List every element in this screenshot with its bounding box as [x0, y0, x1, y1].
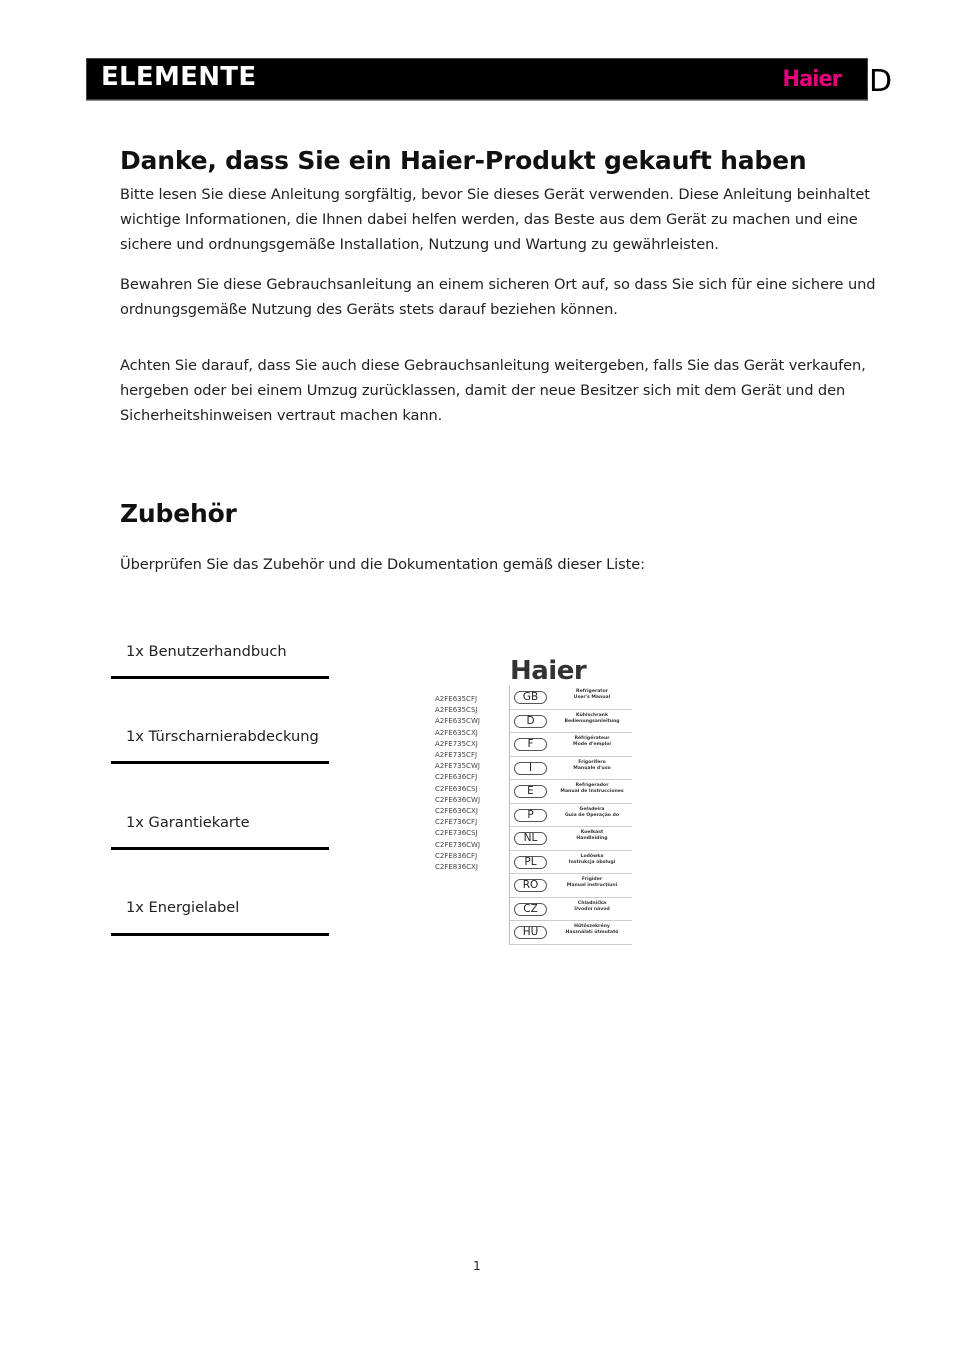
model-number: A2FE735CWJ	[435, 762, 480, 771]
divider	[111, 933, 329, 936]
language-table	[509, 686, 632, 945]
manual-cover-image	[432, 656, 642, 951]
paragraph-line: ordnungsgemäße Nutzung des Geräts stets darauf beziehen können.	[120, 301, 618, 318]
model-number: C2FE836CFJ	[435, 851, 478, 860]
divider	[111, 761, 329, 764]
language-row	[510, 686, 632, 710]
model-number: A2FE635CFJ	[435, 695, 478, 703]
language-description	[552, 830, 632, 842]
desc-line: Réfrigérateur	[574, 736, 610, 741]
desc-line: Guia de Operação do	[564, 812, 619, 818]
desc-line: Manual instrucțiuni	[566, 883, 618, 888]
paragraph-line: Sicherheitshinweisen vertraut machen kann.	[120, 407, 443, 424]
model-number: A2FE735CFJ	[435, 751, 478, 760]
desc-line: Hűtőszekrény	[574, 924, 610, 929]
language-row	[510, 898, 632, 922]
language-row	[510, 851, 632, 875]
language-description	[552, 877, 632, 889]
language-marker: D	[869, 64, 893, 99]
model-number: A2FE635CWJ	[435, 717, 480, 726]
language-code-badge: P	[514, 809, 547, 822]
language-code-badge: D	[514, 715, 547, 728]
desc-line: Refrigerator	[576, 689, 608, 694]
paragraph-line: Bewahren Sie diese Gebrauchsanleitung an einem sicheren Ort auf, so dass Sie sich für eine sichere und	[120, 276, 876, 293]
desc-line: Handleiding	[576, 836, 608, 841]
language-code-badge: E	[514, 785, 547, 798]
language-description	[552, 807, 632, 819]
desc-line: Instrukcja obsługi	[568, 859, 616, 865]
model-number: C2FE636CSJ	[435, 784, 478, 793]
language-code-badge: GB	[514, 691, 547, 704]
model-number: C2FE636CWJ	[435, 795, 481, 804]
header-bar	[86, 58, 868, 100]
desc-line: Manuale d'uso	[573, 765, 611, 771]
language-row	[510, 733, 632, 757]
language-description	[552, 713, 632, 725]
language-description	[552, 689, 632, 701]
desc-line: Refrigerador	[575, 783, 609, 788]
model-number: C2FE736CWJ	[435, 840, 481, 849]
desc-line: Frigider	[581, 877, 603, 882]
paragraph-line: wichtige Informationen, die Ihnen dabei helfen werden, das Beste aus dem Gerät zu machen und eine	[120, 211, 858, 228]
header-title: ELEMENTE	[101, 62, 257, 92]
paragraph-intro	[120, 182, 880, 257]
desc-line: Bedienungsanleitung	[564, 718, 620, 724]
model-list	[435, 694, 505, 873]
desc-line: Chladnička	[577, 900, 607, 906]
desc-line: Lodówka	[580, 853, 604, 859]
language-description	[552, 901, 632, 913]
model-number: C2FE636CFJ	[435, 773, 478, 782]
language-code-badge: I	[514, 762, 547, 775]
paragraph-line: Bitte lesen Sie diese Anleitung sorgfältig, bevor Sie dieses Gerät verwenden. Diese Anleitung beinhaltet	[120, 186, 870, 203]
paragraph-pass-on	[120, 353, 880, 428]
language-row	[510, 710, 632, 734]
paragraph-line: Achten Sie darauf, dass Sie auch diese Gebrauchsanleitung weitergeben, falls Sie das Gerät verkaufen,	[120, 357, 866, 374]
accessory-label: 1x Garantiekarte	[126, 814, 250, 831]
desc-line: Geladeira	[579, 806, 605, 812]
desc-line: Mode d'emploi	[573, 742, 611, 747]
language-row	[510, 874, 632, 898]
section-heading-accessories: Zubehör	[120, 499, 237, 528]
section-heading-thanks: Danke, dass Sie ein Haier-Produkt gekauft haben	[120, 146, 807, 175]
language-code-badge: HU	[514, 926, 547, 939]
list-item	[111, 728, 329, 758]
manual-haier-logo: Haier	[510, 656, 587, 686]
language-code-badge: PL	[514, 856, 547, 869]
language-description	[552, 924, 632, 936]
accessory-label: 1x Benutzerhandbuch	[126, 643, 287, 660]
language-row	[510, 757, 632, 781]
haier-logo: Haier	[782, 67, 842, 92]
list-item	[111, 899, 329, 929]
language-description	[552, 760, 632, 772]
divider	[111, 847, 329, 850]
desc-line: Manual de Instrucciones	[560, 789, 624, 794]
language-description	[552, 783, 632, 795]
list-item	[111, 643, 329, 673]
desc-line: Használati útmutató	[565, 930, 619, 935]
model-number: C2FE836CXJ	[435, 863, 478, 872]
language-code-badge: CZ	[514, 903, 547, 916]
list-item	[111, 814, 329, 844]
language-code-badge: F	[514, 738, 547, 751]
language-row	[510, 780, 632, 804]
paragraph-keep-manual	[120, 272, 880, 322]
language-code-badge: RO	[514, 879, 547, 892]
model-number: C2FE636CXJ	[435, 807, 478, 816]
paragraph-line: sichere und ordnungsgemäße Installation, Nutzung und Wartung zu gewährleisten.	[120, 236, 719, 253]
desc-line: Frigorifero	[578, 759, 606, 765]
accessory-label: 1x Türscharnierabdeckung	[126, 728, 319, 745]
model-number: C2FE736CSJ	[435, 829, 478, 838]
model-number: A2FE635CSJ	[435, 706, 478, 715]
language-description	[552, 854, 632, 866]
language-description	[552, 736, 632, 748]
desc-line: User's Manual	[573, 695, 611, 700]
accessory-label: 1x Energielabel	[126, 899, 240, 916]
language-row	[510, 804, 632, 828]
model-number: A2FE735CXJ	[435, 739, 478, 748]
language-row	[510, 921, 632, 945]
desc-line: Kühlschrank	[575, 712, 608, 718]
divider	[111, 676, 329, 679]
paragraph-line: hergeben oder bei einem Umzug zurücklassen, damit der neue Besitzer sich mit dem Gerät und den	[120, 382, 846, 399]
desc-line: Uvodní návod	[574, 906, 610, 912]
accessories-intro: Überprüfen Sie das Zubehör und die Dokumentation gemäß dieser Liste:	[120, 556, 645, 573]
page-number: 1	[473, 1259, 481, 1273]
model-number: C2FE736CFJ	[435, 818, 478, 827]
language-code-badge: NL	[514, 832, 547, 845]
language-row	[510, 827, 632, 851]
model-number: A2FE635CXJ	[435, 728, 478, 737]
desc-line: Koelkast	[580, 830, 604, 835]
